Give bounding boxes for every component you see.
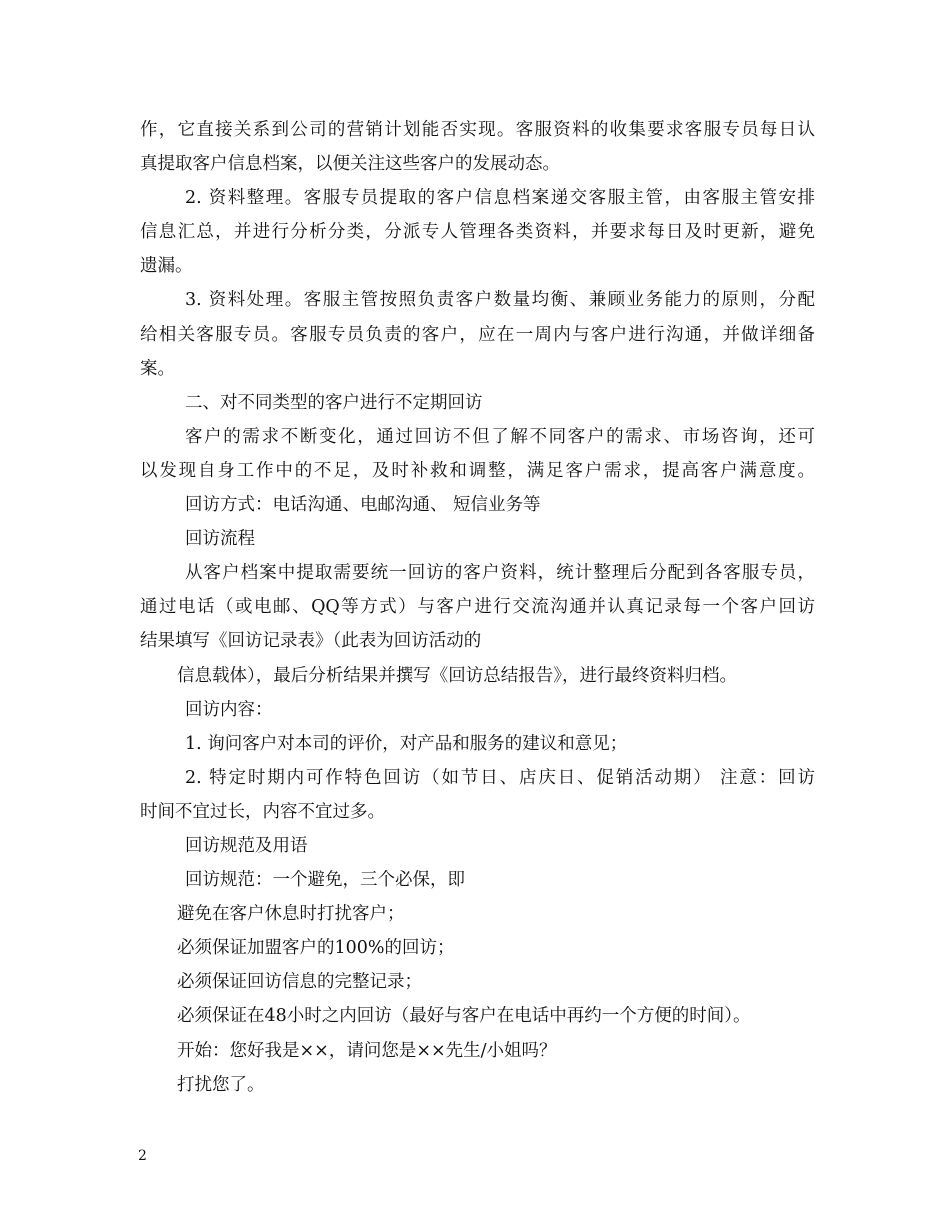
text-line: 3. 资料处理。客服主管按照负责客户数量均衡、兼顾业务能力的原则，分配 [185,290,815,311]
text-line: 回访规范：一个避免，三个必保，即 [185,870,465,891]
text-line: 遗漏。 [140,256,193,277]
text-line: 时间不宜过长，内容不宜过多。 [140,801,385,822]
subheading: 回访规范及用语 [185,835,308,856]
text-line: 打扰您了。 [177,1074,265,1095]
text-line: 从客户档案中提取需要统一回访的客户资料，统计整理后分配到各客服专员， [185,563,815,584]
text-line: 必须保证回访信息的完整记录； [177,972,422,993]
text-line: 案。 [140,358,175,379]
subheading: 回访流程 [185,529,255,550]
list-item: 1. 询问客户对本司的评价，对产品和服务的建议和意见； [185,733,628,754]
document-body [140,113,815,1102]
text-line: 通过电话（或电邮、QQ等方式）与客户进行交流沟通并认真记录每一个客户回访 [140,597,815,618]
text-line: 2. 资料整理。客服专员提取的客户信息档案递交客服主管，由客服主管安排 [185,188,815,209]
text-line: 给相关客服专员。客服专员负责的客户，应在一周内与客户进行沟通，并做详细备 [140,324,815,345]
list-item: 2. 特定时期内可作特色回访（如节日、店庆日、促销活动期） 注意：回访 [185,767,815,788]
text-line: 必须保证在48小时之内回访（最好与客户在电话中再约一个方便的时间）。 [177,1006,751,1027]
text-line: 开始：您好我是××，请问您是××先生/小姐吗？ [177,1040,557,1061]
text-line: 以发现自身工作中的不足，及时补救和调整，满足客户需求，提高客户满意度。 [140,460,815,481]
page-number: 2 [138,1148,147,1164]
text-line: 真提取客户信息档案，以便关注这些客户的发展动态。 [140,154,560,175]
text-line: 信息载体），最后分析结果并撰写《回访总结报告》，进行最终资料归档。 [177,665,737,686]
text-line: 避免在客户休息时打扰客户； [177,904,405,925]
text-line: 必须保证加盟客户的100%的回访； [177,938,455,959]
text-line: 客户的需求不断变化，通过回访不但了解不同客户的需求、市场咨询，还可 [185,426,815,447]
text-line: 回访方式：电话沟通、电邮沟通、 短信业务等 [185,495,541,516]
text-line: 作，它直接关系到公司的营销计划能否实现。客服资料的收集要求客服专员每日认 [140,120,815,140]
section-heading: 二、对不同类型的客户进行不定期回访 [185,392,483,413]
text-line: 结果填写《回访记录表》（此表为回访活动的 [140,631,482,652]
subheading: 回访内容： [185,699,273,720]
text-line: 信息汇总，并进行分析分类，分派专人管理各类资料，并要求每日及时更新，避免 [140,222,815,243]
